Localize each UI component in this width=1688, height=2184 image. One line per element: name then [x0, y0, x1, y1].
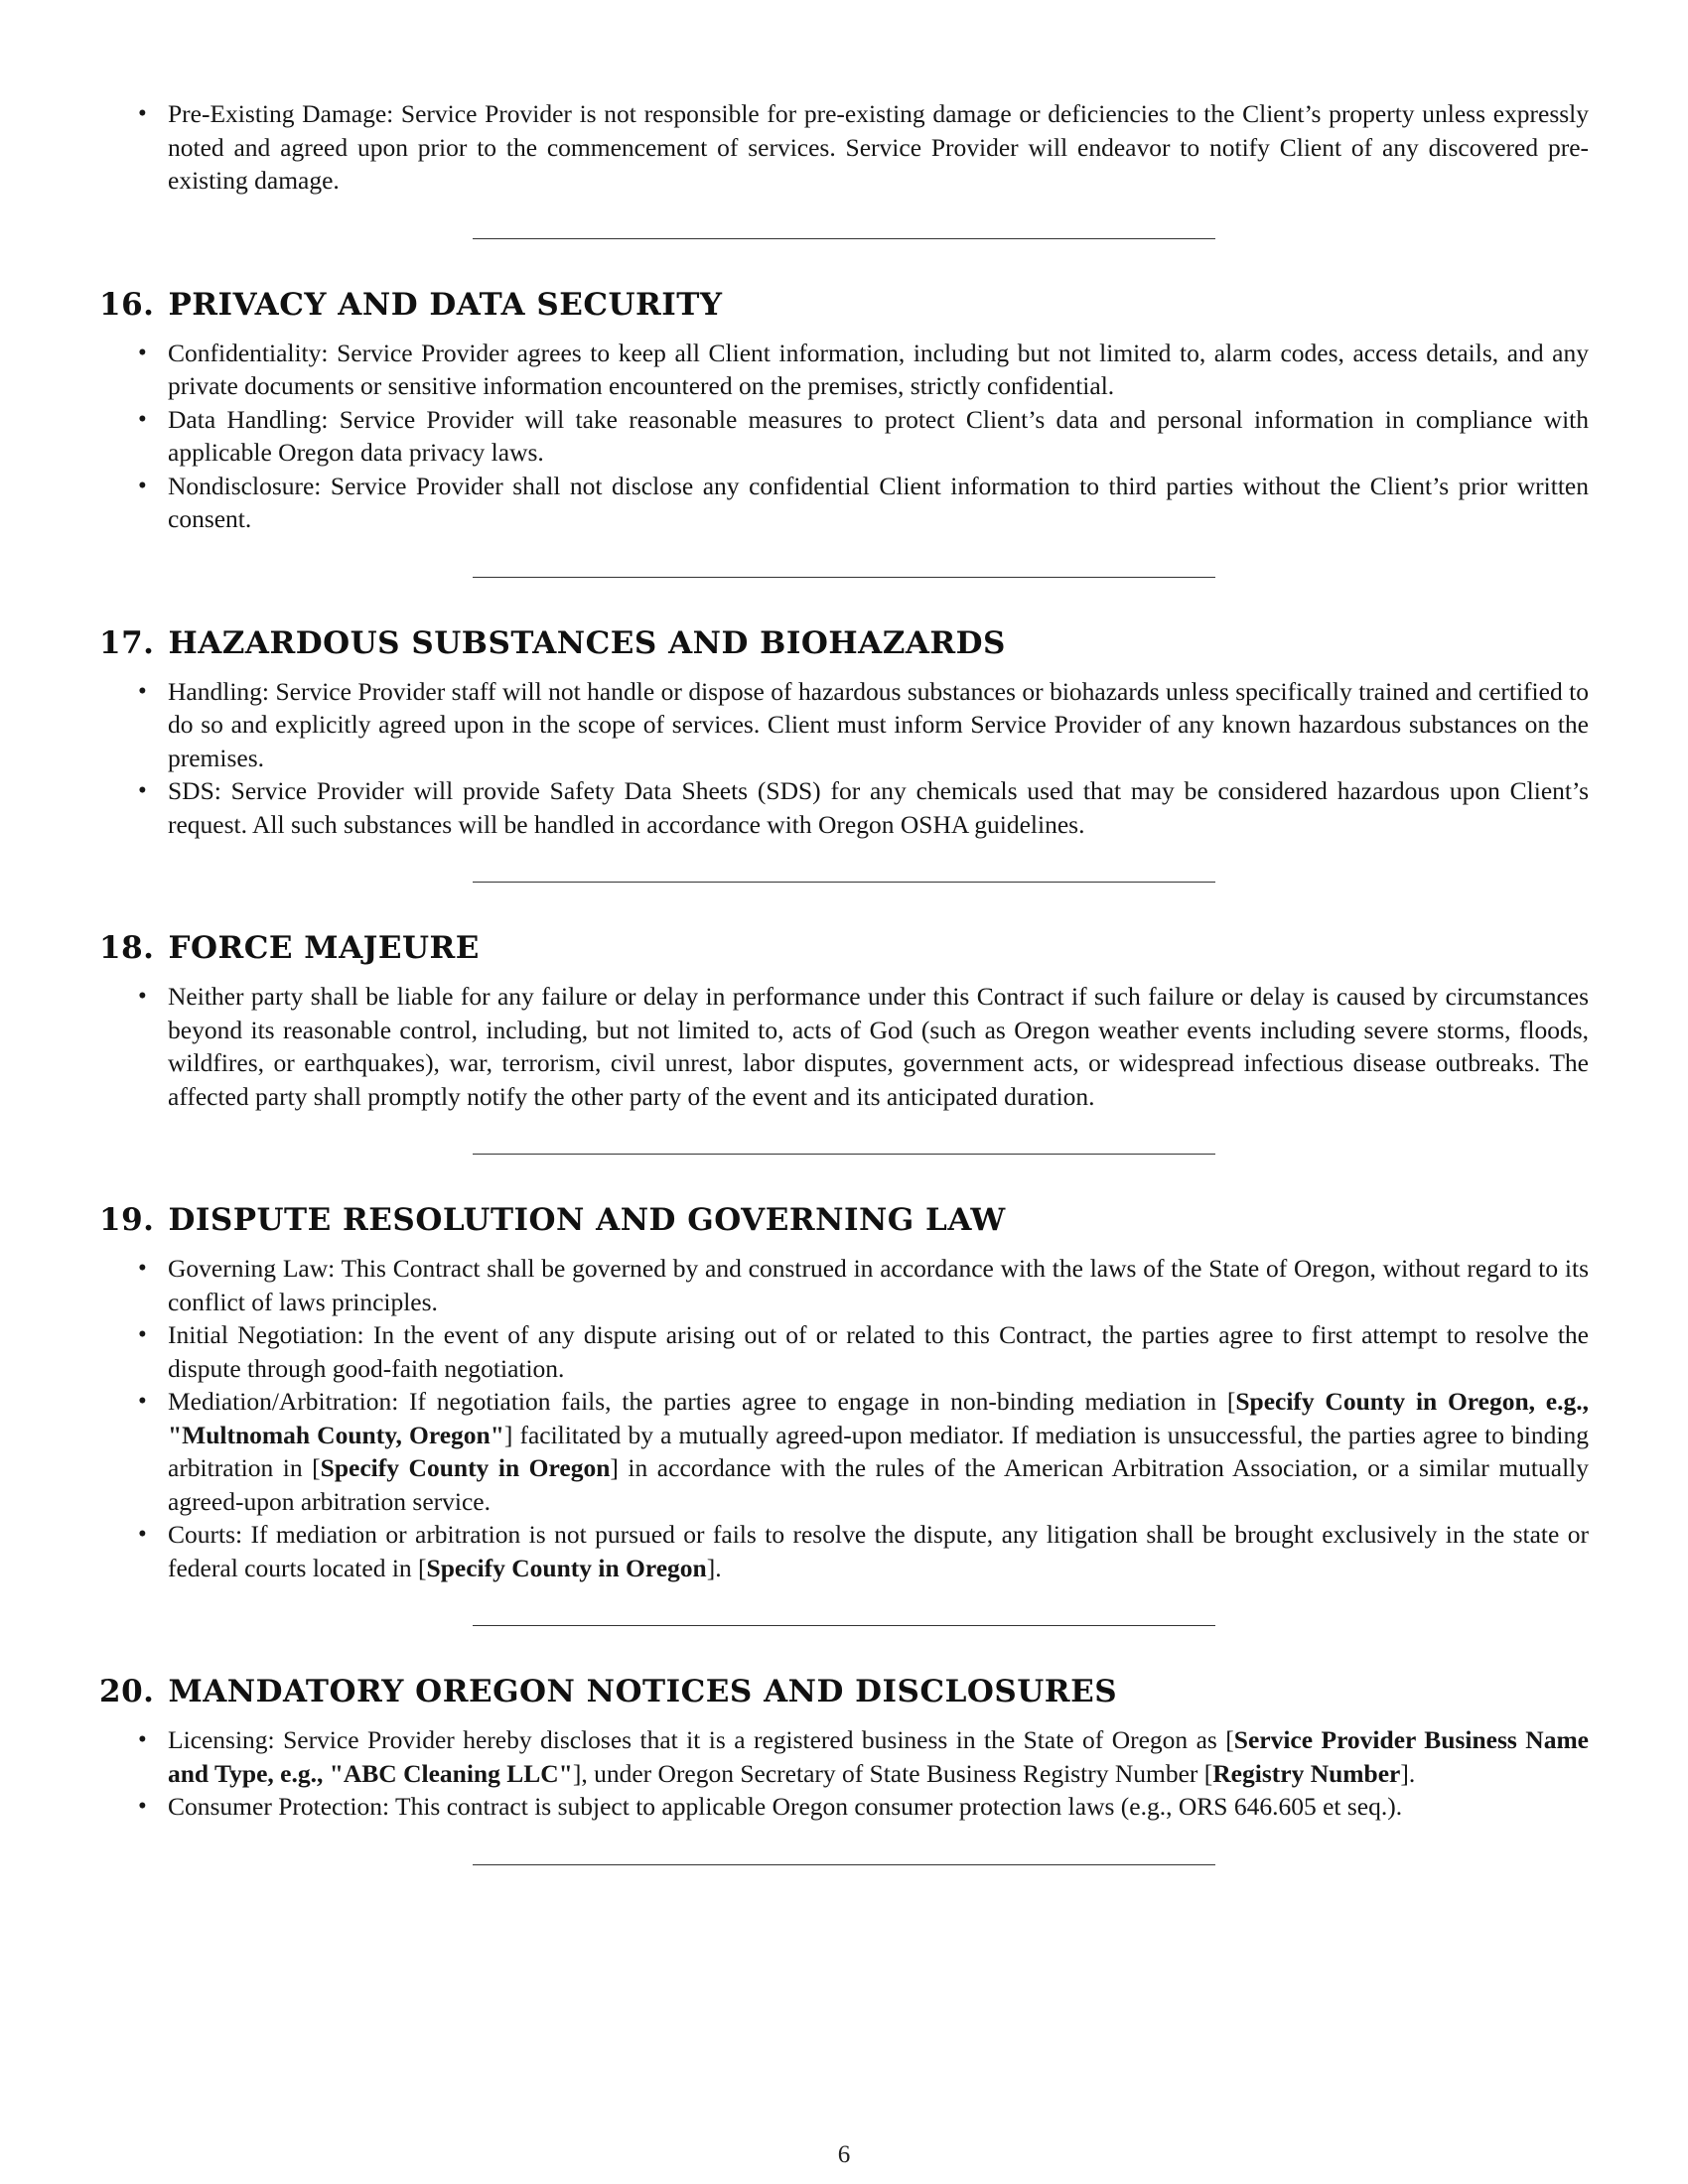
bullet-licensing: • Licensing: Service Provider hereby discloses that it is a registered business in the State of Oregon as [Service Provider Business Name and Type, e.g., "ABC Cleaning LLC"], under Oregon Secretary of State Business Registry Number [Registry Number]. [99, 1723, 1589, 1790]
placeholder-registry-number: Registry Number [1212, 1758, 1401, 1788]
placeholder-county: Specify County in Oregon, e.g., "Multnomah County, Oregon" [168, 1387, 1589, 1449]
section-divider [99, 1154, 1589, 1155]
section-heading: 19. DISPUTE RESOLUTION AND GOVERNING LAW [99, 1202, 1006, 1238]
section-heading: 20. MANDATORY OREGON NOTICES AND DISCLOSURES [99, 1674, 1118, 1709]
bullet-consumer-protection: • Consumer Protection: This contract is subject to applicable Oregon consumer protection laws (e.g., ORS 646.605 et seq.). [99, 1790, 1589, 1824]
section-divider [99, 238, 1589, 239]
bullet-list [99, 675, 1589, 842]
bullet-list [99, 337, 1589, 536]
placeholder-business-name: Service Provider Business Name and Type, e.g., "ABC Cleaning LLC" [168, 1725, 1590, 1788]
bullet-handling: • Handling: Service Provider staff will not handle or dispose of hazardous substances or biohazards unless specifically trained and certified to do so and explicitly agreed upon in the scope of services. Client must inform Service Provider of any known hazardous substances on the premises. [99, 675, 1589, 775]
section-divider [99, 1625, 1589, 1626]
bullet-mediation-arbitration: • Mediation/Arbitration: If negotiation fails, the parties agree to engage in non-binding mediation in [Specify County in Oregon, e.g., "Multnomah County, Oregon"] facilitated by a mutually agreed-upon mediator. If mediation is unsuccessful, the parties agree to binding arbitration in [Specify County in Oregon] in accordance with the rules of the American Arbitration Association, or a similar mutually agreed-upon arbitration service. [99, 1385, 1589, 1518]
bullet-data-handling: • Data Handling: Service Provider will take reasonable measures to protect Client’s data and personal information in compliance with applicable Oregon data privacy laws. [99, 403, 1589, 470]
bullet-list [99, 97, 1589, 198]
bullet-courts: • Courts: If mediation or arbitration is not pursued or fails to resolve the dispute, any litigation shall be brought exclusively in the state or federal courts located in [Specify County in Oregon]. [99, 1518, 1589, 1584]
bullet-confidentiality: • Confidentiality: Service Provider agrees to keep all Client information, including but not limited to, alarm codes, access details, and any private documents or sensitive information encountered on the premises, strictly confidential. [99, 337, 1589, 403]
bullet-pre-existing-damage: • Pre-Existing Damage: Service Provider is not responsible for pre-existing damage or deficiencies to the Client’s property unless expressly noted and agreed upon prior to the commencement of services. Service Provider will endeavor to notify Client of any discovered pre-existing damage. [99, 97, 1589, 198]
page-number: 6 [837, 2141, 851, 2168]
bullet-force-majeure: • Neither party shall be liable for any failure or delay in performance under this Contract if such failure or delay is caused by circumstances beyond its reasonable control, including, but not limited to, acts of God (such as Oregon weather events including severe storms, floods, wildfires, or earthquakes), war, terrorism, civil unrest, labor disputes, government acts, or widespread infectious disease outbreaks. The affected party shall promptly notify the other party of the event and its anticipated duration. [99, 980, 1589, 1113]
section-divider [99, 577, 1589, 578]
section-heading: 16. PRIVACY AND DATA SECURITY [99, 286, 723, 323]
bullet-governing-law: • Governing Law: This Contract shall be governed by and construed in accordance with the laws of the State of Oregon, without regard to its conflict of laws principles. [99, 1252, 1589, 1318]
section-heading: 18. FORCE MAJEURE [99, 930, 480, 966]
section-divider [99, 882, 1589, 883]
placeholder-county: Specify County in Oregon [426, 1553, 707, 1582]
section-19 [99, 1201, 1589, 1584]
bullet-nondisclosure: • Nondisclosure: Service Provider shall not disclose any confidential Client information to third parties without the Client’s prior written consent. [99, 470, 1589, 536]
document-page [99, 97, 1589, 1865]
section-18 [99, 929, 1589, 1113]
section-20 [99, 1673, 1589, 1824]
placeholder-county: Specify County in Oregon [320, 1453, 611, 1482]
bullet-list [99, 1252, 1589, 1584]
bullet-sds: • SDS: Service Provider will provide Safety Data Sheets (SDS) for any chemicals used that may be considered hazardous upon Client’s request. All such substances will be handled in accordance with Oregon OSHA guidelines. [99, 774, 1589, 841]
bullet-initial-negotiation: • Initial Negotiation: In the event of any dispute arising out of or related to this Contract, the parties agree to first attempt to resolve the dispute through good-faith negotiation. [99, 1318, 1589, 1385]
section-17 [99, 624, 1589, 842]
section-16 [99, 286, 1589, 536]
section-heading: 17. HAZARDOUS SUBSTANCES AND BIOHAZARDS [99, 624, 1006, 661]
section-divider [99, 1864, 1589, 1865]
bullet-list [99, 980, 1589, 1113]
bullet-list [99, 1723, 1589, 1824]
